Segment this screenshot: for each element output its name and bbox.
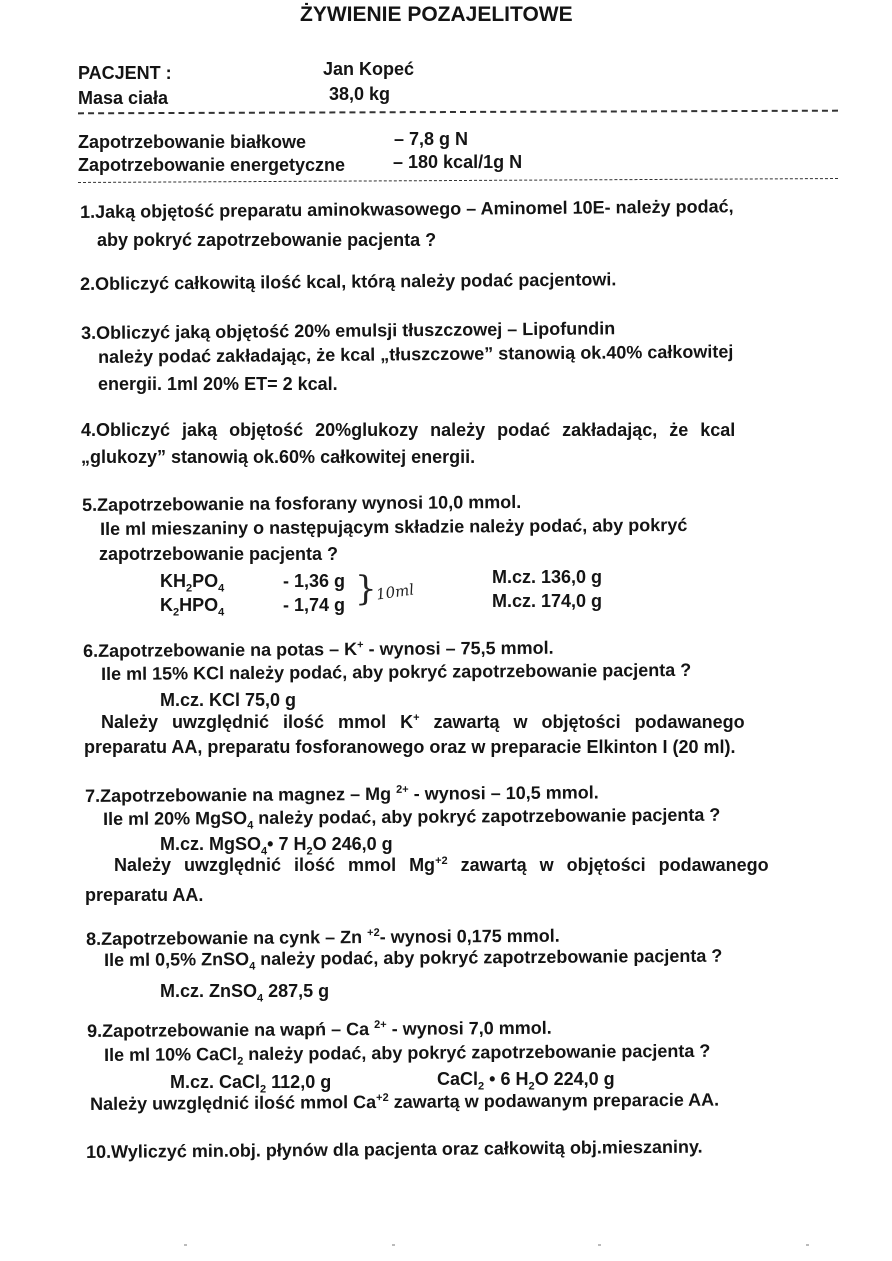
question-9-line-3b: CaCl$_2$ • 6 $H_2O$ 224,0 g — [437, 1069, 615, 1093]
energy-label: Zapotrzebowanie energetyczne — [78, 155, 346, 175]
page-title: ŻYWIENIE POZAJELITOWE — [300, 3, 573, 26]
question-4-line-1: 4.Obliczyć jaką objętość 20%glukozy należy podać zakładając, że kcal — [81, 420, 736, 440]
question-8-line-1: 8.Zapotrzebowanie na cynk – Zn $^{+2}$- wynosi 0,175 mmol. — [86, 925, 560, 949]
question-7-line-5: preparatu AA. — [85, 885, 204, 905]
separator-mid — [78, 178, 838, 183]
question-3-line-2: należy podać zakładając, że kcal „tłuszczowe” stanowią ok.40% całkowitej — [98, 341, 734, 367]
question-1-line-2: aby pokryć zapotrzebowanie pacjenta ? — [97, 230, 437, 250]
amount-kh2po4: - 1,36 g — [283, 571, 346, 591]
protein-value: – 7,8 g N — [394, 129, 469, 149]
question-8-line-2: Ile ml 0,5% ZnSO$_4$ należy podać, aby pokryć zapotrzebowanie pacjenta ? — [104, 945, 723, 973]
question-3-line-1: 3.Obliczyć jaką objętość 20% emulsji tłuszczowej – Lipofundin — [81, 318, 616, 343]
formula-kh2po4: $KH_2PO_4$ — [160, 571, 225, 595]
handwritten-brace-icon: } — [355, 569, 377, 609]
question-9-line-1: 9.Zapotrzebowanie na wapń – Ca $^{2+}$ - wynosi 7,0 mmol. — [87, 1017, 552, 1041]
question-6-line-5: preparatu AA, preparatu fosforanowego oraz w preparacie Elkinton I (20 ml). — [84, 737, 736, 757]
question-10: 10.Wyliczyć min.obj. płynów dla pacjenta oraz całkowitą obj.mieszaniny. — [86, 1136, 703, 1162]
mass-value: 38,0 kg — [329, 84, 391, 104]
question-7-line-2: Ile ml 20% MgSO$_4$ należy podać, aby pokryć zapotrzebowanie pacjenta ? — [103, 804, 721, 832]
question-6-line-2: Ile ml 15% KCl należy podać, aby pokryć zapotrzebowanie pacjenta ? — [101, 659, 692, 684]
energy-value: – 180 kcal/1g N — [393, 152, 523, 172]
question-2: 2.Obliczyć całkowitą ilość kcal, którą należy podać pacjentowi. — [80, 269, 617, 294]
question-7-line-3: M.cz. MgSO$_4$• 7 $H_2O$ 246,0 g — [160, 834, 393, 858]
scan-mark — [806, 1244, 809, 1246]
formula-k2hpo4: $K_2HPO_4$ — [160, 595, 225, 619]
question-6-line-1: 6.Zapotrzebowanie na potas – K+ - wynosi – 75,5 mmol. — [83, 637, 554, 661]
question-9-line-2: Ile ml 10% CaCl$_2$ należy podać, aby pokryć zapotrzebowanie pacjenta ? — [104, 1040, 711, 1068]
question-6-line-3: M.cz. KCl 75,0 g — [160, 690, 297, 710]
scan-mark — [392, 1244, 395, 1246]
protein-label: Zapotrzebowanie białkowe — [78, 132, 307, 152]
handwritten-note: 10ml — [374, 580, 416, 604]
question-7-line-1: 7.Zapotrzebowanie na magnez – Mg $^{2+}$ - wynosi – 10,5 mmol. — [85, 782, 599, 806]
question-6-line-4: Należy uwzględnić ilość mmol K+ zawartą w objętości podawanego — [101, 712, 745, 732]
amount-k2hpo4: - 1,74 g — [283, 595, 346, 615]
mass-label: Masa ciała — [78, 88, 169, 108]
question-9-line-4: Należy uwzględnić ilość mmol $Ca^{+2}$ zawartą w podawanym preparacie AA. — [90, 1089, 720, 1114]
question-5-line-3: zapotrzebowanie pacjenta ? — [99, 544, 339, 564]
question-3-line-3: energii. 1ml 20% ET= 2 kcal. — [98, 374, 338, 394]
question-8-line-3: M.cz. ZnSO$_4$ 287,5 g — [160, 981, 330, 1005]
scan-mark — [184, 1244, 187, 1246]
question-4-line-2: „glukozy” stanowią ok.60% całkowitej energii. — [81, 447, 476, 467]
question-5-line-1: 5.Zapotrzebowanie na fosforany wynosi 10,0 mmol. — [82, 491, 522, 515]
scan-mark — [598, 1244, 601, 1246]
mcz-kh2po4: M.cz. 136,0 g — [492, 567, 603, 587]
question-7-line-4: Należy uwzględnić ilość mmol $Mg^{+2}$ zawartą w objętości podawanego — [114, 855, 769, 875]
question-5-line-2: Ile ml mieszaniny o następującym składzie należy podać, aby pokryć — [100, 514, 688, 539]
question-1-line-1: 1.Jaką objętość preparatu aminokwasowego – Aminomel 10E- należy podać, — [80, 196, 734, 222]
mcz-k2hpo4: M.cz. 174,0 g — [492, 591, 603, 611]
separator-top — [78, 110, 838, 115]
patient-name: Jan Kopeć — [323, 59, 415, 79]
patient-label: PACJENT : — [78, 63, 172, 83]
question-9-line-3a: M.cz. CaCl$_2$ 112,0 g — [170, 1072, 332, 1096]
